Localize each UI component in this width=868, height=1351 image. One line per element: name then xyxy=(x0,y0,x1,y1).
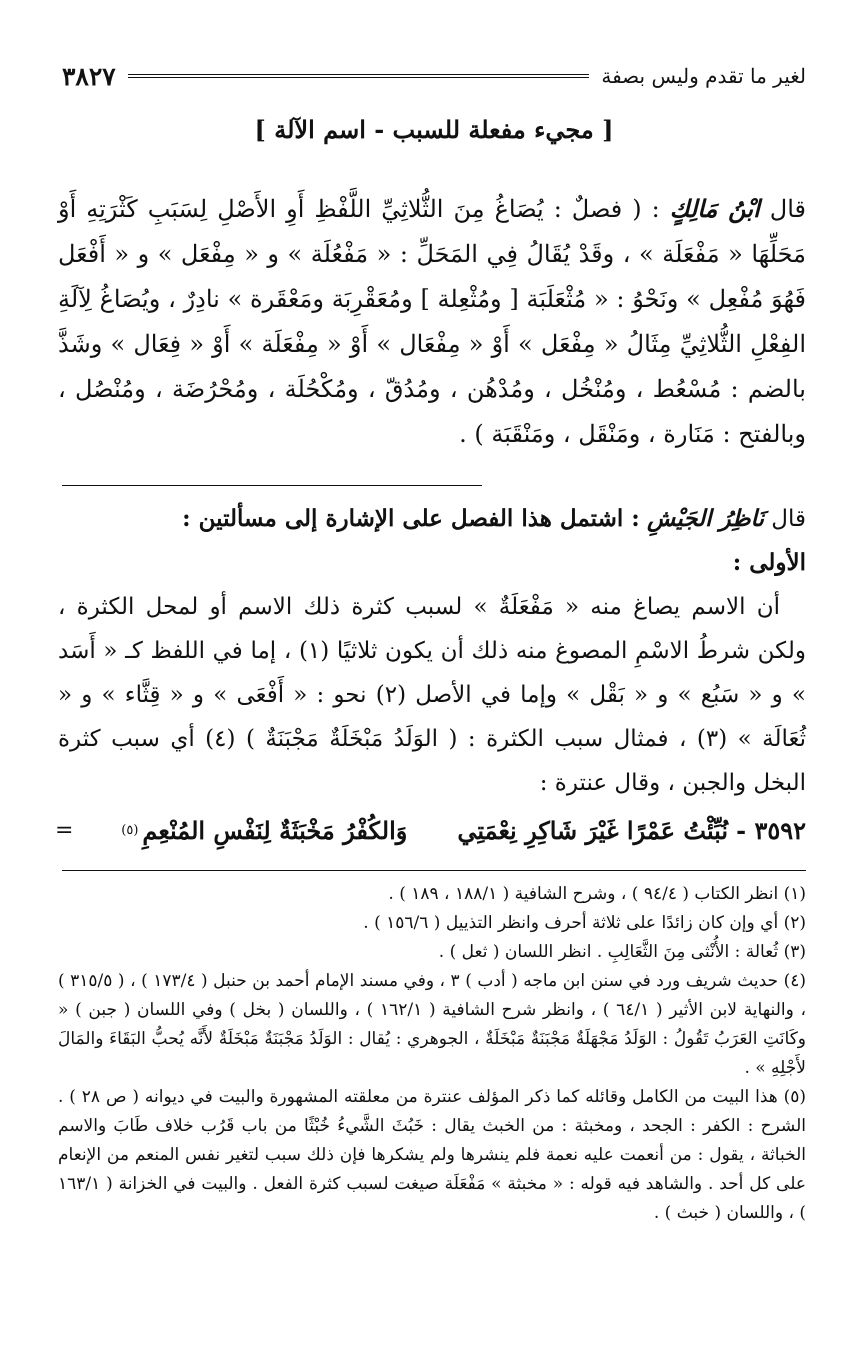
sharh-intro-text: : اشتمل هذا الفصل على الإشارة إلى مسألتين : xyxy=(182,505,640,532)
section-divider xyxy=(62,485,482,486)
verse-continuation-mark: = xyxy=(55,817,74,843)
matn-text: : ( فصلٌ : يُصَاغُ مِنَ الثُّلاثِيِّ اللَّفْظِ أَوِ الأَصْلِ لِسَبَبِ كَثْرَتِهِ أَوْ مَحَلِّهَا « مَفْعَلَة » ، وقَدْ يُقَالُ فِي المَحَلِّ : « مَفْعُلَة » و « مِفْعَل » و « أَفْعَل فَهُوَ مُفْعِل » ونَحْوُ : « مُثْعَلَبَة [ ومُثْعِلة ] ومُعَقْرِبَة ومَعْقَرة » نادِرٌ ، ويُصَاغُ لِآلَةِ الفِعْلِ الثُّلاثِيِّ مِثَالُ « مِفْعَل » أَوْ « مِفْعَال » أَوْ « مِفْعَلَة » أَوْ « فِعَال » وشَذَّ بالضم : مُسْعُط ، ومُنْخُل ، ومُدْهُن ، ومُدُقّ ، ومُكْحُلَة ، ومُحْرُضَة ، ومُنْصُل ، وبالفتح : مَنَارة ، ومَنْقَل ، ومَنْقَبَة ) . xyxy=(58,195,806,448)
footnote: (٥) هذا البيت من الكامل وقائله كما ذكر المؤلف عنترة من معلقته المشهورة والبيت في ديوانه ( ص ٢٨ ) . الشرح : الكفر : الجحد ، ومخبثة : من الخبث يقال : خَبُثَ الشَّيءُ خُبْثًا من باب قَرُب خلاف طَابَ والاسم الخباثة ، يقول : من أنعمت عليه نعمة فلم ينشرها ولم يشكرها فإن ذلك سبب لتغير نفس المنعم من الإنعام على كل أحد . والشاهد فيه قوله : « مخبثة » مَفْعَلَة صيغت لسبب كثرة الفعل . والبيت في الخزانة ( ١٦٣/١ ) ، واللسان ( خبث ) . xyxy=(58,1087,807,1223)
matn-paragraph xyxy=(58,186,806,457)
sharh-speaker: قال xyxy=(771,506,806,532)
footnote: (٤) حديث شريف ورد في سنن ابن ماجه ( أدب ) ٣ ، وفي مسند الإمام أحمد بن حنبل ( ١٧٣/٤ ) ، ( ٣١٥/٥ ) ، والنهاية لابن الأثير ( ٦٤/١ ) ، وانظر شرح الشافية ( ١٦٢/١ ) ، واللسان ( بخل ) وفي اللسان ( جبن ) « وكَانَتِ العَرَبُ تَقُولُ : الوَلَدُ مَجْهَلَةٌ مَجْبَنَةٌ مَبْخَلَةٌ ، الجوهري : يُقال : الوَلَدُ مَجْبَنَةٌ مَبْخَلَةٌ لأَنَّه يُحبُّ البَقَاءَ والمَالَ لأَجْلِهِ » . xyxy=(58,971,806,1078)
footnotes xyxy=(58,880,806,1228)
page-header xyxy=(62,56,806,96)
sharh-intro xyxy=(58,497,806,541)
matn-speaker: قال xyxy=(769,195,806,223)
page-number: ٣٨٢٧ xyxy=(62,61,116,91)
section-heading: [ مجيء مفعلة للسبب - اسم الآلة ] xyxy=(254,115,614,144)
matn-author: ابْنُ مَالِكٍ xyxy=(669,194,760,223)
footnotes-rule xyxy=(62,870,806,871)
verse-hemistich-2: وَالكُفْرُ مَخْبَثَةٌ لِنَفْسِ المُنْعِمِ xyxy=(142,815,408,845)
poetry-verse xyxy=(55,806,806,854)
commentary xyxy=(58,497,806,805)
footnote: (٢) أي وإن كان زائدًا على ثلاثة أحرف وانظر التذييل ( ١٥٦/٦ ) . xyxy=(363,913,806,933)
main-text xyxy=(58,186,806,457)
header-rule xyxy=(128,74,590,78)
first-issue-label: الأولى : xyxy=(732,549,806,576)
sharh-author: نَاظِرُ الجَيْشِ xyxy=(647,505,764,532)
footnote: (٣) ثُعالة : الأُنْثى مِنَ الثَّعَالِبِ . انظر اللسان ( ثعل ) . xyxy=(438,942,806,962)
verse-hemistich-1: نُبِّئْتُ عَمْرًا غَيْرَ شَاكِرِ نِعْمَتِي xyxy=(457,815,729,845)
verse-number: ٣٥٩٢ - xyxy=(736,815,806,845)
footnote: (١) انظر الكتاب ( ٩٤/٤ ) ، وشرح الشافية ( ١٨٨/١ ، ١٨٩ ) . xyxy=(388,884,806,904)
running-title: لغير ما تقدم وليس بصفة xyxy=(601,64,806,88)
verse-footnote-ref: (٥) xyxy=(121,822,139,838)
sharh-paragraph: أن الاسم يصاغ منه « مَفْعَلَةٌ » لسبب كثرة ذلك الاسم أو لمحل الكثرة ، ولكن شرطُ الاسْمِ المصوغ منه ذلك أن يكون ثلاثيًا (١) ، إما في اللفظ كـ « أَسَد » و « سَبُع » و « بَقْل » وإما في الأصل (٢) نحو : « أَفْعَى » و « قِثَّاء » و « ثُعَالَة » (٣) ، فمثال سبب الكثرة : ( الوَلَدُ مَبْخَلَةٌ مَجْبَنَةٌ ) (٤) أي سبب كثرة البخل والجبن ، وقال عنترة : xyxy=(58,594,807,796)
